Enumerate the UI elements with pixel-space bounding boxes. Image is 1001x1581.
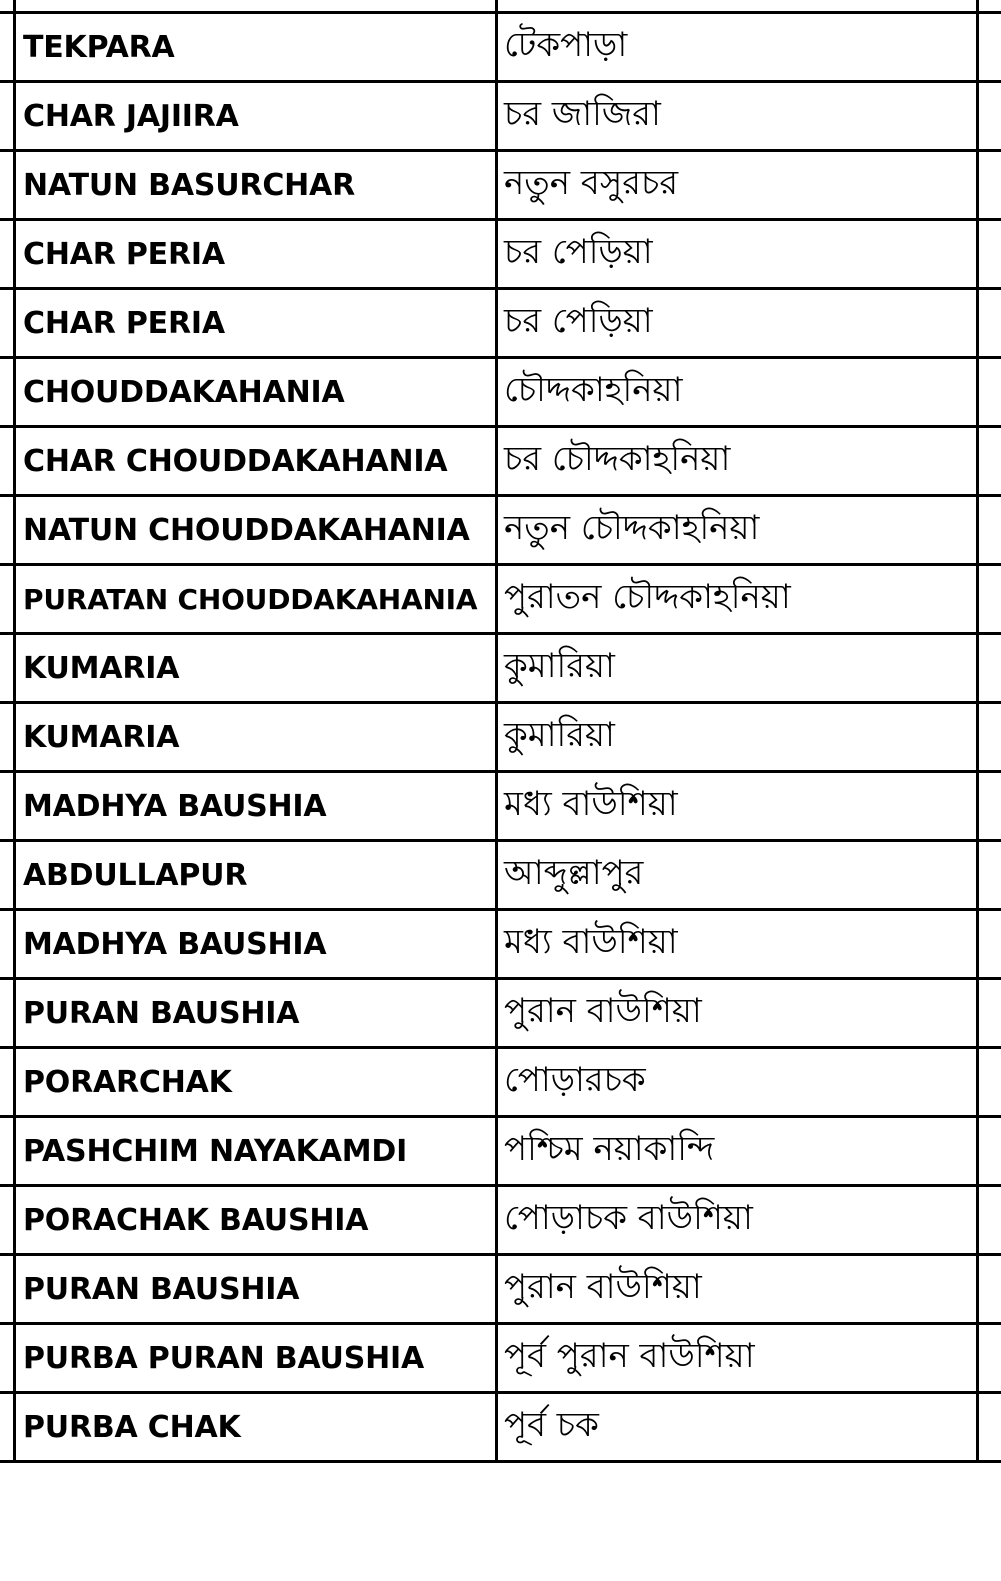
- cell-bengali-name: পূর্ব পুরান বাউশিয়া: [504, 1336, 755, 1376]
- cell-bengali-name: চর জাজিরা: [504, 94, 661, 134]
- table-row: [0, 1394, 1001, 1463]
- table-row: [0, 566, 1001, 635]
- cell-bengali-name: পশ্চিম নয়াকান্দি: [504, 1129, 715, 1169]
- cell-english-name: PORARCHAK: [23, 1065, 232, 1100]
- cell-english-name: PURAN BAUSHIA: [23, 1272, 300, 1307]
- cell-bengali-name: কুমারিয়া: [504, 715, 615, 755]
- cell-english-name: CHAR PERIA: [23, 237, 225, 272]
- cell-bengali-name: মধ্য বাউশিয়া: [504, 922, 678, 962]
- cell-bengali-name: পুরান বাউশিয়া: [504, 1267, 702, 1307]
- table-row: [0, 635, 1001, 704]
- table-row: [0, 704, 1001, 773]
- table-row: [0, 497, 1001, 566]
- table-row: [0, 773, 1001, 842]
- cell-bengali-name: আব্দুল্লাপুর: [504, 853, 644, 893]
- table-row: [0, 1325, 1001, 1394]
- table-row: [0, 842, 1001, 911]
- cell-english-name: PURBA PURAN BAUSHIA: [23, 1341, 425, 1376]
- cell-english-name: MADHYA BAUSHIA: [23, 789, 327, 824]
- table-row: [0, 1187, 1001, 1256]
- table-row: [0, 1256, 1001, 1325]
- cell-bengali-name: পূর্ব চক: [504, 1405, 599, 1445]
- cell-bengali-name: পুরাতন চৌদ্দকাহনিয়া: [504, 577, 791, 617]
- cell-english-name: NATUN CHOUDDAKAHANIA: [23, 513, 470, 548]
- cell-english-name: PURAN BAUSHIA: [23, 996, 300, 1031]
- table-row: [0, 152, 1001, 221]
- cell-english-name: PURATAN CHOUDDAKAHANIA: [23, 583, 478, 616]
- table-row: [0, 290, 1001, 359]
- cell-english-name: PURBA CHAK: [23, 1410, 241, 1445]
- cell-bengali-name: চর চৌদ্দকাহনিয়া: [504, 439, 731, 479]
- cell-english-name: CHAR CHOUDDAKAHANIA: [23, 444, 448, 479]
- table-body: [0, 14, 1001, 1463]
- table-row: [0, 221, 1001, 290]
- cell-bengali-name: মধ্য বাউশিয়া: [504, 784, 678, 824]
- cell-bengali-name: চর পেড়িয়া: [504, 232, 653, 272]
- cell-bengali-name: পোড়ারচক: [504, 1060, 646, 1100]
- cell-english-name: PASHCHIM NAYAKAMDI: [23, 1134, 408, 1169]
- table-row: [0, 14, 1001, 83]
- cell-bengali-name: টেকপাড়া: [504, 25, 628, 65]
- table-row: [0, 1118, 1001, 1187]
- table-row: [0, 1049, 1001, 1118]
- cell-bengali-name: পোড়াচক বাউশিয়া: [504, 1198, 753, 1238]
- cell-bengali-name: কুমারিয়া: [504, 646, 615, 686]
- cell-english-name: NATUN BASURCHAR: [23, 168, 355, 203]
- cell-english-name: KUMARIA: [23, 720, 180, 755]
- table-row: [0, 83, 1001, 152]
- cell-english-name: ABDULLAPUR: [23, 858, 248, 893]
- cell-english-name: PORACHAK BAUSHIA: [23, 1203, 369, 1238]
- cell-english-name: TEKPARA: [23, 30, 175, 65]
- cell-english-name: MADHYA BAUSHIA: [23, 927, 327, 962]
- cell-bengali-name: নতুন বসুরচর: [504, 163, 679, 203]
- cell-english-name: CHOUDDAKAHANIA: [23, 375, 345, 410]
- table-row: [0, 428, 1001, 497]
- cell-bengali-name: চর পেড়িয়া: [504, 301, 653, 341]
- cell-bengali-name: নতুন চৌদ্দকাহনিয়া: [504, 508, 760, 548]
- table-row: [0, 359, 1001, 428]
- table-row: [0, 911, 1001, 980]
- cell-english-name: CHAR PERIA: [23, 306, 225, 341]
- cell-bengali-name: চৌদ্দকাহনিয়া: [504, 370, 683, 410]
- cell-english-name: CHAR JAJIIRA: [23, 99, 239, 134]
- cell-english-name: KUMARIA: [23, 651, 180, 686]
- table-row: [0, 980, 1001, 1049]
- cell-bengali-name: পুরান বাউশিয়া: [504, 991, 702, 1031]
